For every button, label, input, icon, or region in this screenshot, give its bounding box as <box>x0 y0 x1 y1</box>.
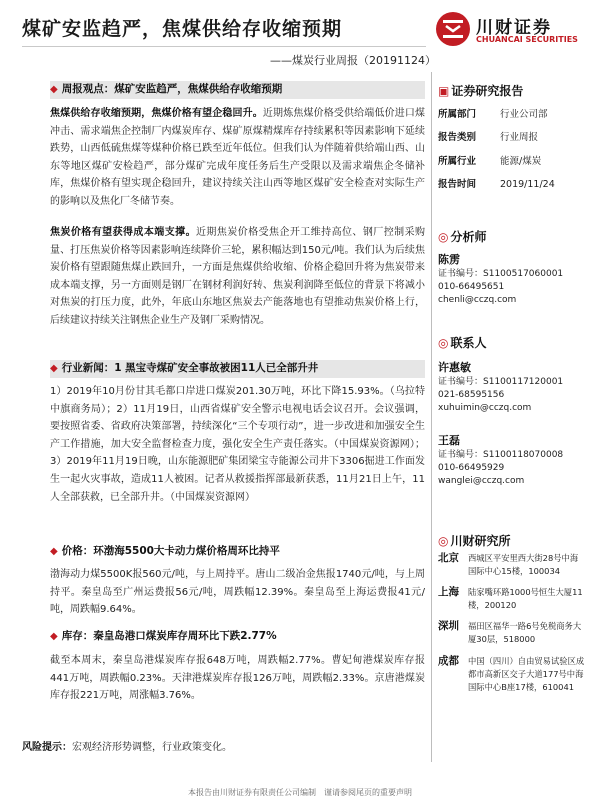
contact-card <box>438 433 583 493</box>
summary-heading: ◆ 周报观点：煤矿安监趋严，焦煤供给存收缩预期 <box>50 81 425 99</box>
analyst-name: 陈雳 <box>438 253 460 266</box>
analyst-email[interactable]: chenli@cczq.com <box>438 295 517 305</box>
report-info-heading: ▣ 证券研究报告 <box>438 84 524 98</box>
contact-cert: 证书编号：S1100118070008 <box>438 450 564 460</box>
column-divider <box>431 72 432 762</box>
report-info-row: 所属行业 能源/煤炭 <box>438 156 542 167</box>
analyst-icon: ◎ <box>438 230 449 244</box>
contact-card <box>438 360 583 420</box>
contact-name: 王磊 <box>438 434 460 447</box>
analyst-heading: ◎ 分析师 <box>438 230 487 244</box>
diamond-icon: ◆ <box>50 84 58 95</box>
price-heading: ◆ 价格：环渤海5500大卡动力煤价格周环比持平 <box>50 545 280 557</box>
analyst-card <box>438 252 583 312</box>
report-info-row: 报告时间 2019/11/24 <box>438 179 555 190</box>
contact-email[interactable]: wanglei@cczq.com <box>438 476 525 486</box>
footer-disclaimer: 本报告由川财证券有限责任公司编制 谨请参阅尾页的重要声明 <box>188 788 412 797</box>
report-title: 煤矿安监趋严，焦煤供给存收缩预期 <box>22 18 343 40</box>
summary-paragraph-2: 焦炭价格有望获得成本端支撑。近期焦炭价格受焦企开工维持高位、钢厂控制采购量、打压焦炭价格等因素影响连续降价三轮，累积幅达到150元/吨。我们认为后续焦炭价格有望跟随焦煤止跌回升，一方面是焦煤供给收缩、价格企稳回升将为焦炭带来成本端支撑，另一方面则是钢厂在钢材利润好转、焦炭利润降至低位的背景下将减小对焦炭的打压力度，此外，年底山东地区焦炭去产能落地也有望推动焦炭价格上行，后续建议持续关注钢焦企业生产及钢厂采购情况。 <box>50 227 425 326</box>
office-entry: 北京 西城区平安里西大街28号中海国际中心15楼，100034 <box>438 552 579 576</box>
price-body: 渤海动力煤5500K报560元/吨，与上周持平。唐山二级冶金焦报1740元/吨，与上周持平。秦皇岛至广州运费报56元/吨，周跌幅12.39%。秦皇岛至上海运费报41元/吨，周跌幅9.64%。 <box>50 569 425 616</box>
summary-paragraph-1: 焦煤供给存收缩预期，焦煤价格有望企稳回升。近期炼焦煤价格受供给端低价进口煤冲击、需求端焦企控制厂内煤炭库存、煤矿原煤精煤库存持续累积等因素影响下延续跌势，山西低硫焦煤等煤种价格已跌至近年低位。但我们认为伴随着供给端山西、山东等地区煤矿安检趋严，部分煤矿完成年度任务后生产受限以及需求端焦企冬储补库，焦煤价格有望实现企稳回升，建议持续关注山西等地区煤矿安全检查对实际生产的影响以及焦化厂冬储节奏。 <box>50 108 426 207</box>
industry-news-heading: ◆ 行业新闻：1 黑宝寺煤矿安全事故被困11人已全部升井 <box>50 360 425 378</box>
diamond-icon: ◆ <box>50 631 58 642</box>
contact-email[interactable]: xuhuimin@cczq.com <box>438 403 532 413</box>
office-list <box>438 552 583 742</box>
contact-cert: 证书编号：S1100117120001 <box>438 377 564 387</box>
risk-warning: 风险提示：宏观经济形势调整，行业政策变化。 <box>22 742 232 753</box>
logo-mark-icon <box>436 12 470 46</box>
office-entry: 上海 陆家嘴环路1000号恒生大厦11楼，200120 <box>438 586 583 610</box>
title-divider <box>22 46 426 47</box>
analyst-phone: 010-66495651 <box>438 282 505 292</box>
institute-icon: ◎ <box>438 534 449 548</box>
analyst-cert: 证书编号：S1100517060001 <box>438 269 564 279</box>
inventory-heading: ◆ 库存：秦皇岛港口煤炭库存周环比下跌2.77% <box>50 630 277 642</box>
report-info-table <box>438 106 583 196</box>
office-entry: 成都 中国（四川）自由贸易试验区成都市高新区交子大道177号中海国际中心B座17楼，610041 <box>438 655 585 692</box>
institute-heading: ◎ 川财研究所 <box>438 534 511 548</box>
industry-news-body: 1）2019年10月份甘其毛都口岸进口煤炭201.30万吨，环比下降15.93%。（乌拉特中旗商务局）；2）11月19日，山西省煤矿安全警示电视电话会议召开。会议强调，要按照省委、省政府决策部署，持续深化“三个专项行动”，进一步改进和加强安全生产工作措施，加大安全监督检查力度，强化安全生产责任落实。（中国煤炭资源网）；3）2019年11月19日晚，山东能源肥矿集团梁宝寺能源公司井下3306掘进工作面发生一起火灾事故，造成11人被困。记者从救援指挥部最新获悉，11月21日上午，11人全部获救，已全部升井。（中国煤炭资源网） <box>50 386 425 503</box>
report-info-row: 所属部门 行业公司部 <box>438 109 548 120</box>
brand-name: 川财证券 <box>476 18 552 38</box>
inventory-body: 截至本周末，秦皇岛港煤炭库存报648万吨，周跌幅2.77%。曹妃甸港煤炭库存报441万吨，周跌幅0.23%。天津港煤炭库存报126万吨，周跌幅2.33%。京唐港煤炭库存报221万吨，周涨幅3.76%。 <box>50 655 425 702</box>
office-entry: 深圳 福田区福华一路6号免税商务大厦30层，518000 <box>438 620 582 644</box>
contact-phone: 021-68595156 <box>438 390 505 400</box>
brand-name-en: CHUANCAI SECURITIES <box>476 35 578 44</box>
diamond-icon: ◆ <box>50 363 58 374</box>
contacts-heading: ◎ 联系人 <box>438 336 487 350</box>
contact-name: 许惠敏 <box>438 361 471 374</box>
contact-icon: ◎ <box>438 336 449 350</box>
diamond-icon: ◆ <box>50 546 58 557</box>
contact-phone: 010-66495929 <box>438 463 505 473</box>
report-info-row: 报告类别 行业周报 <box>438 132 539 143</box>
report-icon: ▣ <box>438 84 450 98</box>
report-subtitle: ——煤炭行业周报（20191124） <box>270 54 436 67</box>
company-logo <box>436 12 581 48</box>
